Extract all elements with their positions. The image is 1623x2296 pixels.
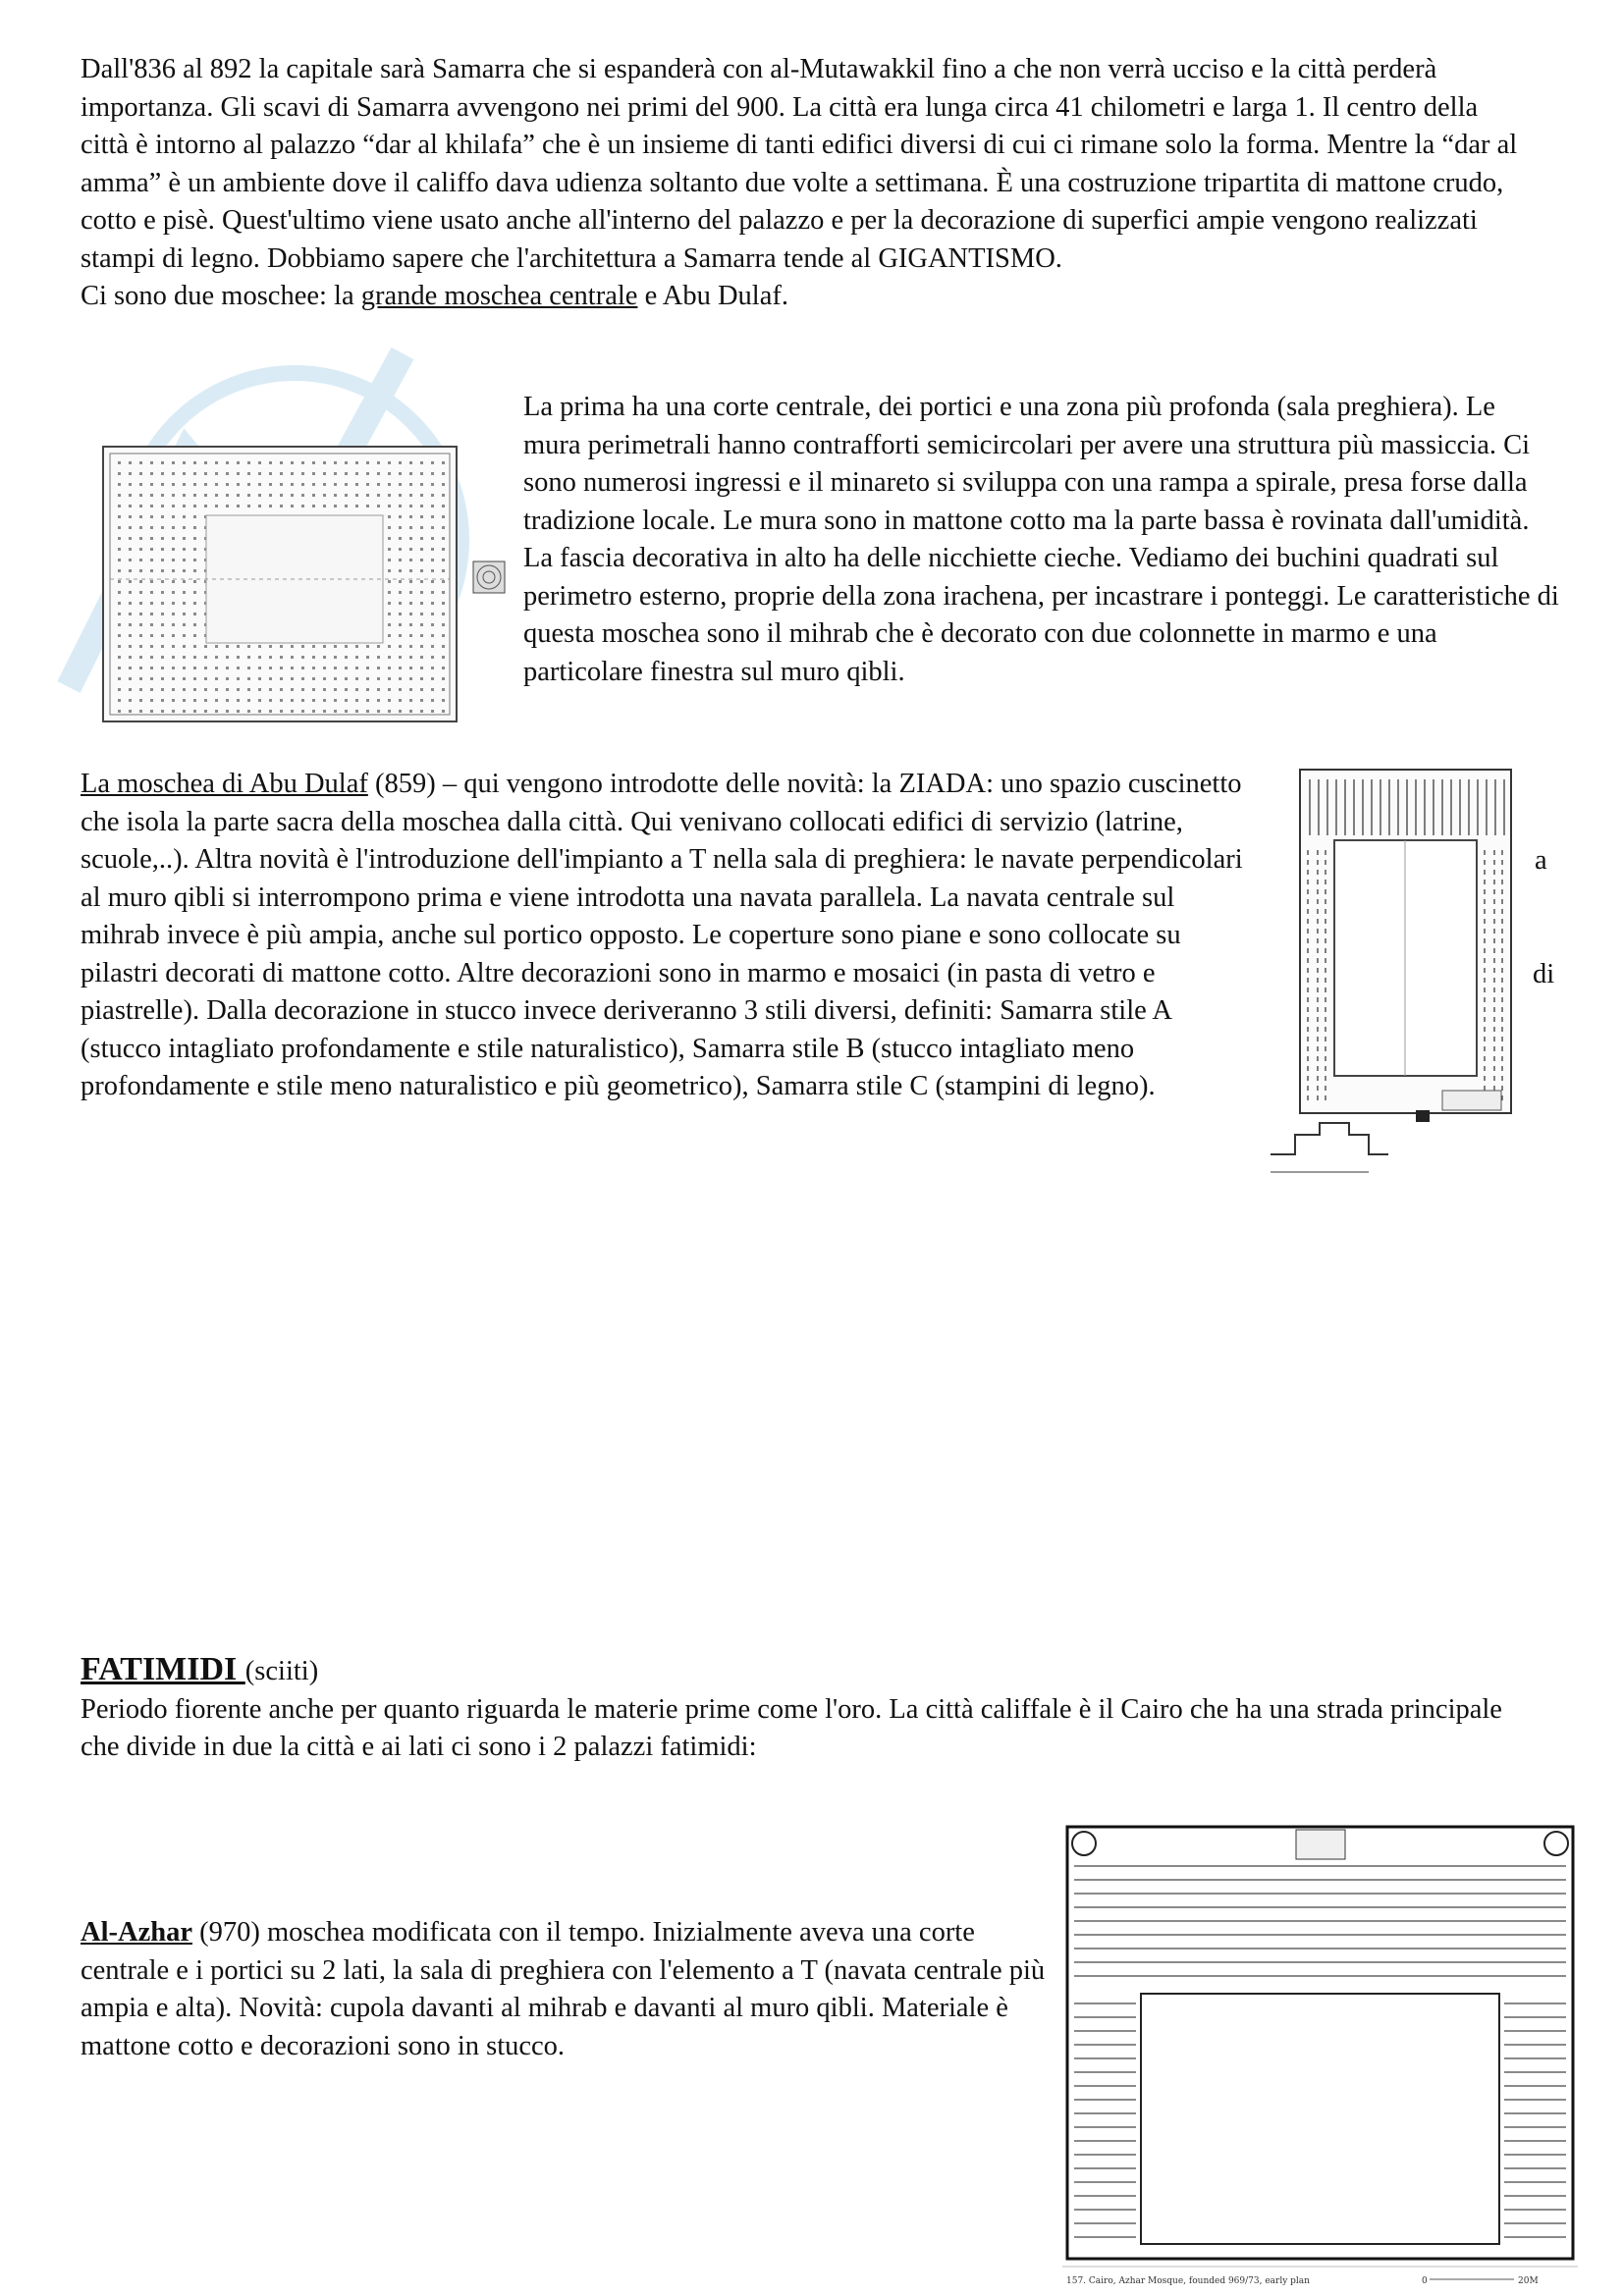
abu-dulaf-wrap-a: a (1535, 845, 1547, 876)
al-azhar-caption: 157. Cairo, Azhar Mosque, founded 969/73, early plan (1066, 2276, 1310, 2286)
fatimidi-heading-line (81, 1651, 1534, 1691)
al-azhar-title: Al-Azhar (81, 1917, 192, 1948)
fatimidi-subheading: (sciiti) (244, 1656, 319, 1686)
abu-dulaf-title: La moschea di Abu Dulaf (81, 769, 368, 799)
intro-paragraph (81, 51, 1524, 316)
fatimidi-text: Periodo fiorente anche per quanto riguarda le materie prime come l'oro. La città califfale è il Cairo che ha una strada principale che divide in due la città e ai lati ci sono i 2 palazzi fatimidi: (81, 1693, 1502, 1762)
great-mosque-plan-figure (98, 442, 511, 726)
abu-dulaf-plan-figure (1261, 762, 1526, 1184)
al-azhar-scale-end: 20M (1518, 2276, 1539, 2286)
al-azhar-plan-figure (1062, 1822, 1578, 2289)
intro-text: Dall'836 al 892 la capitale sarà Samarra che si espanderà con al-Mutawakkil fino a che non verrà ucciso e la città perderà importanza. Gli scavi di Samarra avvengono nei primi del 900. La città era lunga circa 41 chilometri e larga 1. Il centro della città è intorno al palazzo “dar al khilafa” che è un insieme di tanti edifici diversi di cui ci rimane solo la forma. Mentre la “dar al amma” è un ambiente dove il califfo dava udienza soltanto due volte a settimana. È una costruzione tripartita di mattone crudo, cotto e pisè. Quest'ultimo viene usato anche all'interno del palazzo e per la decorazione di superfici ampie vengono realizzati stampi di legno. Dobbiamo sapere che l'architettura a Samarra tende al GIGANTISMO. (81, 54, 1518, 274)
great-mosque-plan-svg (98, 442, 511, 726)
intro-mosques-line: Ci sono due moschee: la grande moschea centrale e Abu Dulaf. (81, 281, 788, 311)
al-azhar-scale-start: 0 (1422, 2276, 1428, 2286)
al-azhar-plan-svg (1062, 1822, 1578, 2289)
fatimidi-heading: FATIMIDI (81, 1651, 245, 1687)
abu-dulaf-description: La moschea di Abu Dulaf (859) – qui vengono introdotte delle novità: la ZIADA: uno spazio cuscinetto che isola la parte sacra della moschea dalla città. Qui venivano collocati edifici di servizio (latrine, scuole,..). Altra novità è l'introduzione dell'impianto a T nella sala di preghiera: le navate perpendicolari al muro qibli si interrompono prima e viene introdotta una navata parallela. La navata centrale sul mihrab invece è più ampia, anche sul portico opposto. Le coperture sono piane e sono collocate su pilastri decorati di mattone cotto. Altre decorazioni sono in marmo e mosaici (in pasta di vetro e piastrelle). Dalla decorazione in stucco invece deriveranno 3 stili diversi, definiti: Samarra stile A (stucco intagliato profondamente e stile naturalistico), Samarra stile B (stucco intagliato meno profondamente e stile meno naturalistico e più geometrico), Samarra stile C (stampini di legno). (81, 769, 1243, 1101)
abu-dulaf-plan-svg (1261, 762, 1526, 1184)
abu-dulaf-wrap-di: di (1533, 959, 1555, 989)
great-mosque-link: grande moschea centrale (360, 281, 638, 311)
al-azhar-description: Al-Azhar (970) moschea modificata con il tempo. Inizialmente aveva una corte centrale e i portici su 2 lati, la sala di preghiera con l'elemento a T (navata centrale più ampia e alta). Novità: cupola davanti al mihrab e davanti al muro qibli. Materiale è mattone cotto e decorazioni sono in stucco. (81, 1917, 1046, 2061)
great-mosque-description: La prima ha una corte centrale, dei portici e una zona più profonda (sala preghiera). Le mura perimetrali hanno contrafforti semicircolari per avere una struttura più massiccia. Ci sono numerosi ingressi e il minareto si sviluppa con una rampa a spirale, presa forse dalla tradizione locale. Le mura sono in mattone cotto ma la parte bassa è rovinata dall'umidità. La fascia decorativa in alto ha delle nicchiette cieche. Vediamo dei buchini quadrati sul perimetro esterno, proprie della zona irachena, per incastrare i ponteggi. Le caratteristiche di questa moschea sono il mihrab che è decorato con due colonnette in marmo e una particolare finestra sul muro qibli. (523, 392, 1559, 687)
fatimidi-section (81, 1651, 1534, 1767)
